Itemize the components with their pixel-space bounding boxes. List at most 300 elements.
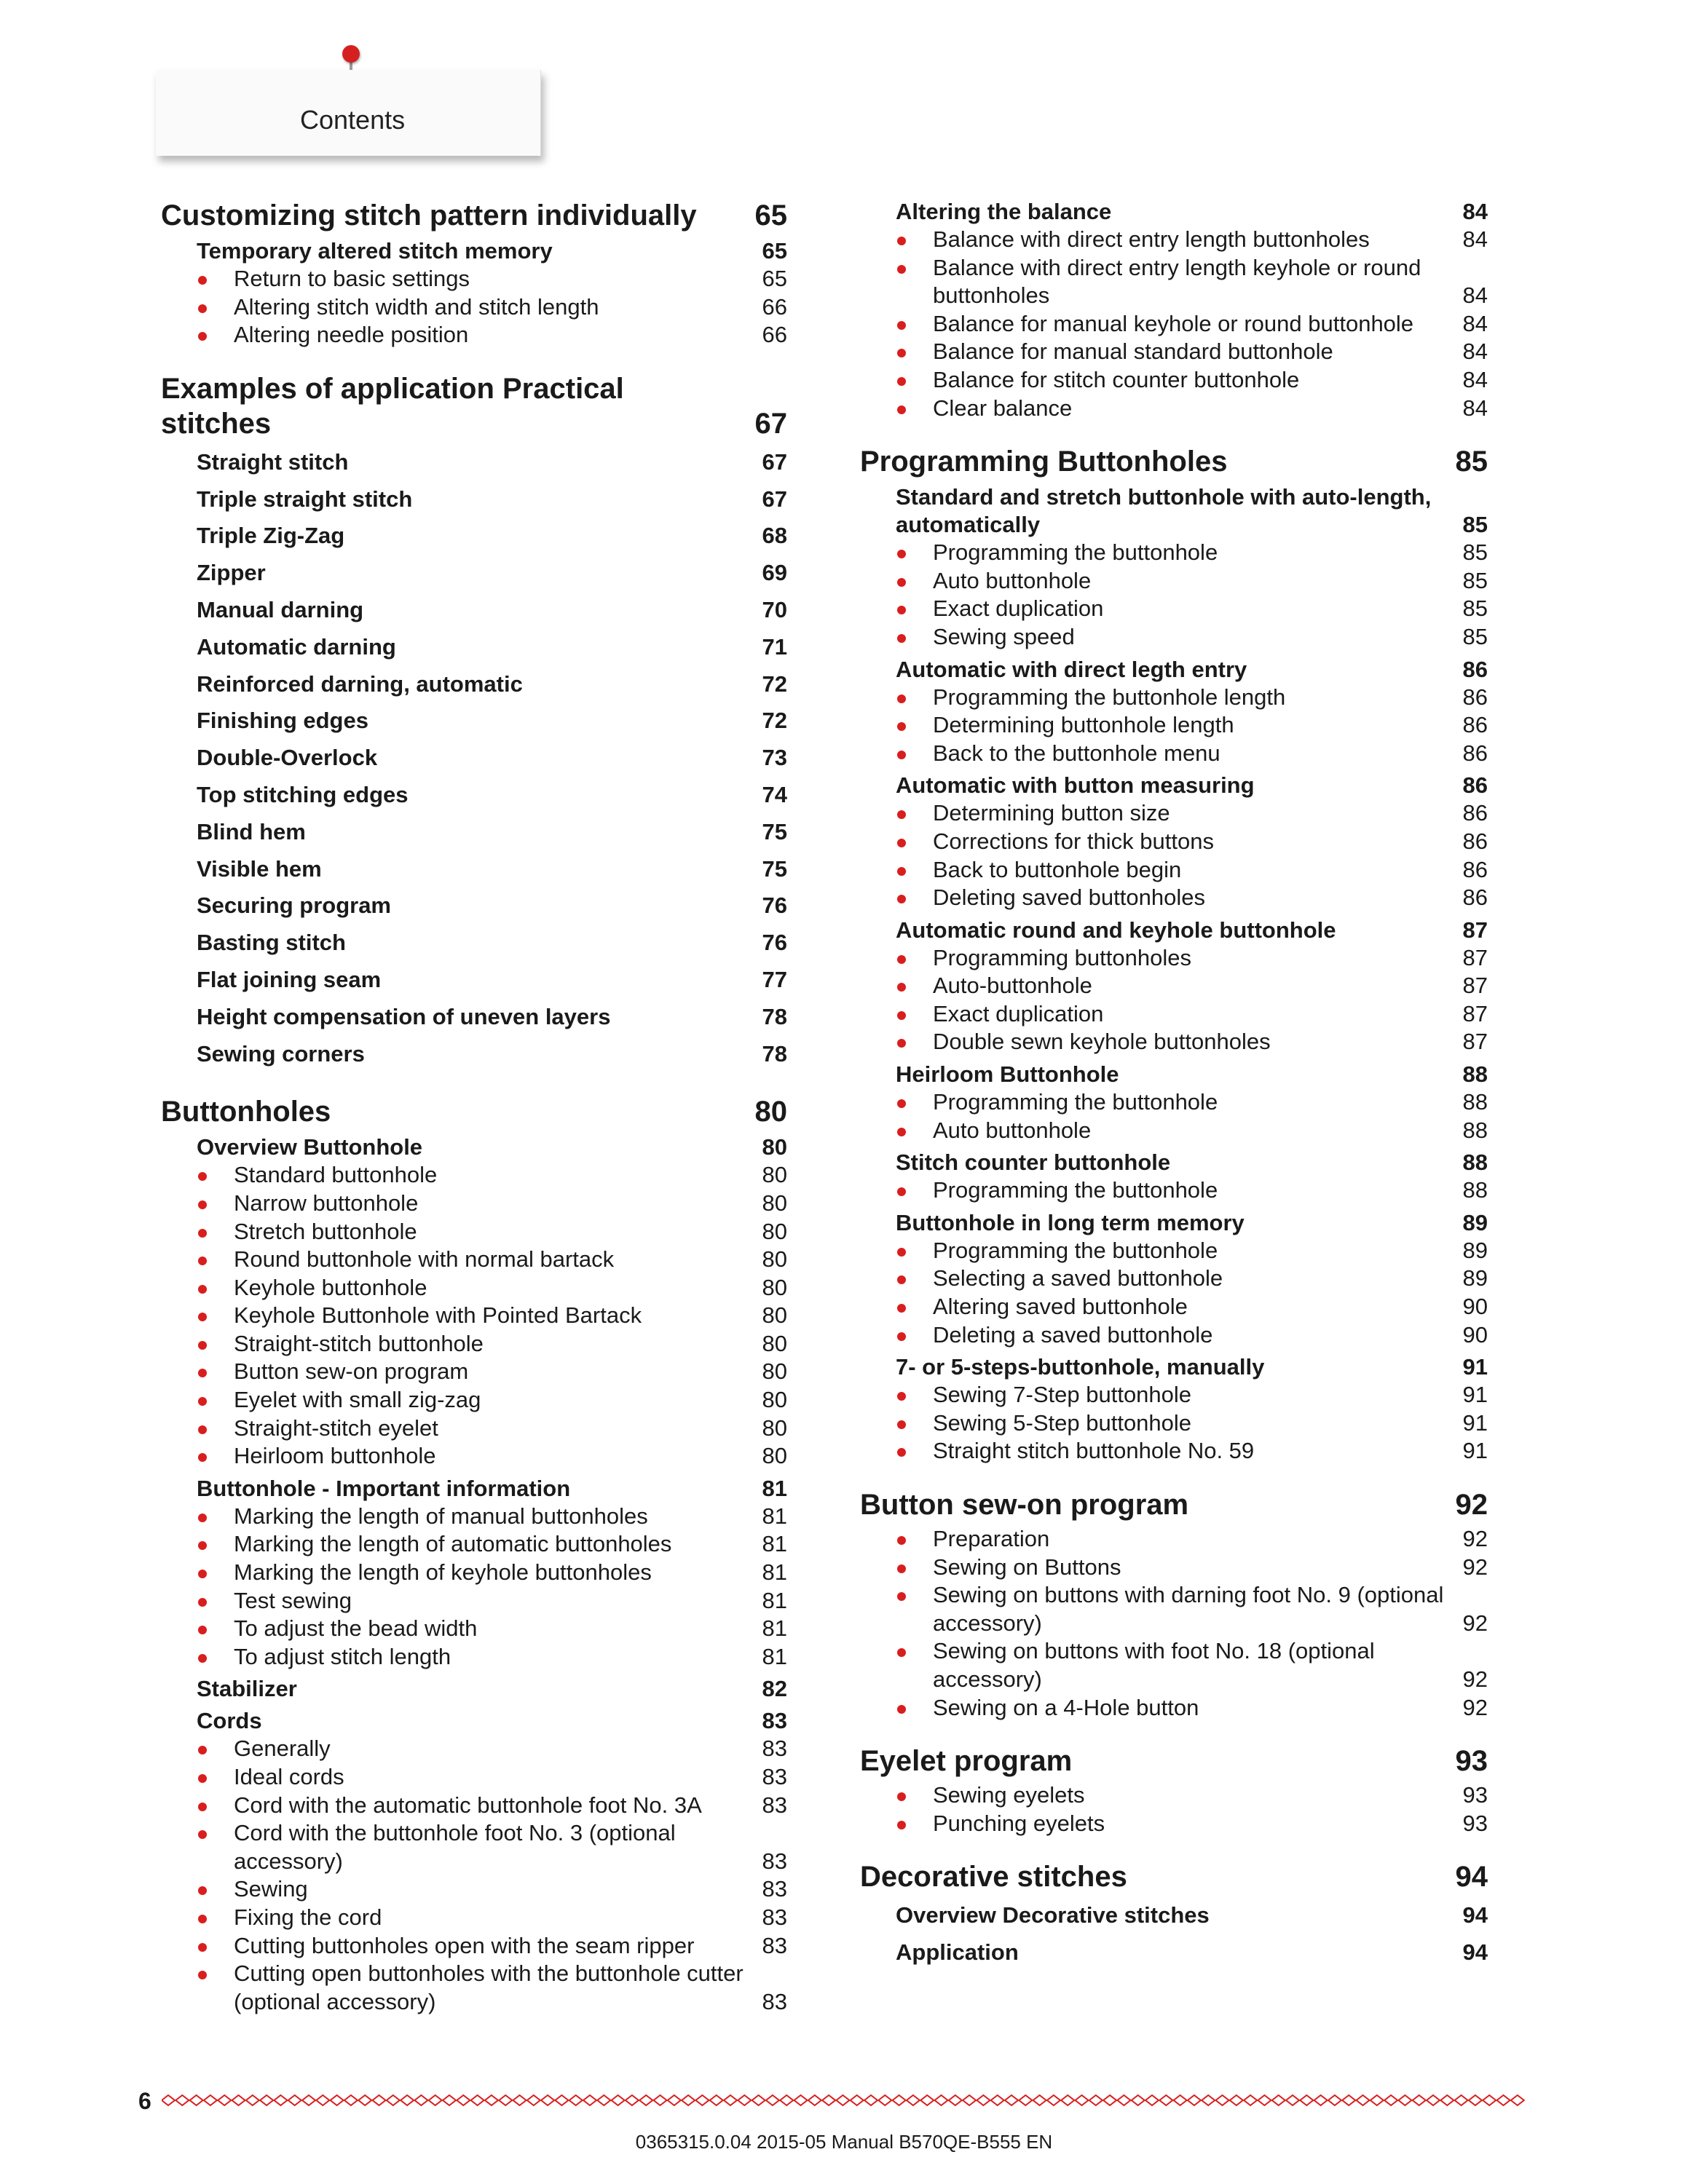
toc-entry-page: 83 (762, 1932, 787, 1958)
toc-entry-page: 83 (762, 1764, 787, 1790)
bullet-icon (198, 1943, 207, 1952)
bullet-icon (198, 304, 207, 313)
toc-entry-bullet[interactable] (161, 1763, 787, 1792)
diamond-ornament (752, 2095, 765, 2105)
bullet-icon (897, 867, 906, 876)
toc-entry-page: 72 (762, 670, 787, 697)
toc-entry-title: Marking the length of keyhole buttonholes (234, 1559, 652, 1586)
toc-entry-title: Cutting open buttonholes with the buttonhole cutter (optional accessory) (234, 1961, 744, 2014)
toc-entry-sub[interactable] (860, 198, 1488, 226)
toc-entry-title: Keyhole buttonhole (234, 1274, 427, 1300)
toc-entry-bullet[interactable] (161, 1415, 787, 1443)
toc-entry-page: 80 (762, 1162, 787, 1188)
bullet-icon (897, 1099, 906, 1108)
diamond-ornament (1103, 2095, 1116, 2105)
toc-entry-bullet[interactable] (860, 1694, 1488, 1722)
toc-entry-title: Straight-stitch buttonhole (234, 1330, 484, 1356)
toc-entry-bullet[interactable] (860, 539, 1488, 567)
diamond-ornament (1413, 2095, 1426, 2105)
toc-entry-title: Automatic round and keyhole buttonhole (896, 917, 1336, 943)
diamond-ornament (1370, 2095, 1384, 2105)
toc-entry-title: Buttonhole - Important information (197, 1475, 571, 1501)
toc-entry-title: Altering saved buttonhole (933, 1294, 1188, 1320)
bullet-icon (897, 550, 906, 558)
toc-entry-page: 84 (1462, 282, 1488, 309)
toc-entry-title: Automatic darning (197, 633, 396, 660)
toc-entry-page: 80 (762, 1330, 787, 1356)
diamond-ornament (541, 2095, 554, 2105)
toc-entry-bullet[interactable] (860, 1525, 1488, 1554)
toc-entry-page: 80 (762, 1274, 787, 1300)
diamond-ornament (1117, 2095, 1130, 2105)
diamond-ornament (920, 2095, 934, 2105)
diamond-ornament (1469, 2095, 1482, 2105)
toc-entry-page: 89 (1462, 1209, 1488, 1235)
toc-entry-page: 87 (1462, 944, 1488, 970)
toc-entry-bullet[interactable] (860, 1088, 1488, 1117)
toc-entry-page: 67 (762, 486, 787, 512)
toc-entry-sub[interactable] (860, 483, 1488, 539)
toc-entry-bullet[interactable] (860, 1237, 1488, 1265)
diamond-ornament (612, 2095, 625, 2105)
toc-entry-sub2[interactable] (161, 481, 787, 518)
toc-entry-section[interactable] (161, 371, 787, 441)
toc-entry-title: Deleting saved buttonholes (933, 885, 1205, 911)
toc-entry-bullet[interactable] (860, 226, 1488, 254)
toc-entry-sub[interactable] (860, 772, 1488, 799)
toc-entry-bullet[interactable] (860, 1000, 1488, 1029)
toc-entry-title: Examples of application Practical stitches (161, 372, 624, 440)
toc-entry-title: Decorative stitches (860, 1861, 1127, 1894)
toc-entry-bullet[interactable] (860, 1781, 1488, 1810)
toc-entry-section[interactable] (161, 1094, 787, 1129)
toc-entry-bullet[interactable] (161, 1503, 787, 1531)
toc-entry-title: Cords (197, 1708, 262, 1734)
toc-entry-page: 85 (1455, 446, 1488, 478)
toc-entry-sub[interactable] (860, 917, 1488, 944)
toc-entry-bullet[interactable] (161, 1190, 787, 1218)
toc-entry-bullet[interactable] (860, 567, 1488, 596)
toc-entry-page: 86 (1462, 828, 1488, 854)
toc-entry-sub[interactable] (161, 237, 787, 265)
toc-entry-bullet[interactable] (860, 856, 1488, 885)
toc-entry-page: 81 (762, 1475, 787, 1501)
toc-entry-bullet[interactable] (860, 1409, 1488, 1438)
bullet-icon (897, 321, 906, 330)
diamond-ornament (162, 2095, 175, 2105)
toc-entry-title: Balance for stitch counter buttonhole (933, 366, 1300, 392)
toc-entry-page: 84 (1462, 339, 1488, 365)
toc-entry-page: 91 (1462, 1354, 1488, 1380)
toc-entry-bullet[interactable] (860, 1176, 1488, 1205)
toc-entry-page: 80 (762, 1443, 787, 1469)
toc-entry-page: 84 (1462, 366, 1488, 392)
toc-entry-sub2[interactable] (161, 592, 787, 629)
toc-entry-page: 87 (1462, 1000, 1488, 1026)
toc-entry-bullet[interactable] (161, 1792, 787, 1820)
toc-entry-sub2[interactable] (161, 703, 787, 740)
toc-entry-sub2[interactable] (161, 555, 787, 592)
toc-entry-page: 83 (762, 1848, 787, 1874)
bullet-icon (897, 1332, 906, 1341)
toc-entry-bullet[interactable] (860, 1321, 1488, 1350)
toc-entry-title: Temporary altered stitch memory (197, 238, 553, 264)
toc-entry-section[interactable] (161, 198, 787, 233)
bullet-icon (198, 1369, 207, 1377)
bullet-icon (198, 1626, 207, 1634)
toc-entry-title: Sewing on buttons with darning foot No. 9 (optional accessory) (933, 1582, 1444, 1636)
toc-entry-page: 91 (1462, 1438, 1488, 1464)
toc-entry-bullet[interactable] (860, 1637, 1488, 1693)
diamond-ornament (204, 2095, 217, 2105)
bullet-icon (198, 1746, 207, 1754)
bullet-icon (198, 1886, 207, 1895)
toc-entry-page: 67 (762, 448, 787, 475)
toc-entry-section[interactable] (860, 1487, 1488, 1522)
bullet-icon (897, 1420, 906, 1429)
toc-entry-title: Altering needle position (234, 322, 469, 348)
diamond-ornament (414, 2095, 427, 2105)
toc-entry-bullet[interactable] (161, 1246, 787, 1274)
bullet-icon (897, 405, 906, 414)
bullet-icon (198, 1915, 207, 1923)
diamond-ornament (1089, 2095, 1103, 2105)
toc-entry-page: 85 (1462, 512, 1488, 538)
toc-entry-bullet[interactable] (860, 254, 1488, 310)
toc-entry-page: 65 (754, 199, 787, 232)
page-number: 6 (138, 2088, 151, 2114)
toc-entry-sub2[interactable] (161, 887, 787, 925)
toc-entry-title: Auto-buttonhole (933, 973, 1092, 999)
diamond-ornament (457, 2095, 470, 2105)
bullet-icon (198, 1285, 207, 1294)
toc-entry-sub2[interactable] (161, 1036, 787, 1073)
toc-entry-section[interactable] (860, 444, 1488, 479)
toc-entry-title: Height compensation of uneven layers (197, 1003, 611, 1029)
toc-entry-bullet[interactable] (161, 1960, 787, 2016)
toc-entry-title: Overview Decorative stitches (896, 1902, 1210, 1928)
toc-entry-sub[interactable] (161, 1675, 787, 1703)
toc-entry-page: 94 (1455, 1861, 1488, 1894)
toc-entry-bullet[interactable] (860, 595, 1488, 623)
toc-entry-title: Buttonhole in long term memory (896, 1209, 1245, 1235)
toc-entry-title: Straight-stitch eyelet (234, 1415, 438, 1441)
toc-entry-bullet[interactable] (161, 1932, 787, 1961)
diamond-ornament (780, 2095, 793, 2105)
toc-entry-page: 78 (762, 1040, 787, 1067)
toc-entry-title: Programming the buttonhole length (933, 684, 1286, 710)
toc-entry-bullet[interactable] (860, 338, 1488, 366)
diamond-ornament (175, 2095, 189, 2105)
toc-entry-bullet[interactable] (161, 1904, 787, 1932)
toc-entry-page: 80 (762, 1302, 787, 1329)
toc-entry-sub[interactable] (860, 1061, 1488, 1088)
toc-entry-bullet[interactable] (860, 1117, 1488, 1145)
diamond-ornament (1440, 2095, 1454, 2105)
toc-entry-bullet[interactable] (161, 1819, 787, 1875)
toc-entry-bullet[interactable] (161, 265, 787, 293)
toc-entry-bullet[interactable] (860, 944, 1488, 973)
bullet-icon (897, 349, 906, 357)
toc-entry-sub2[interactable] (161, 851, 787, 888)
toc-entry-bullet[interactable] (161, 1875, 787, 1904)
toc-entry-sub2[interactable] (161, 629, 787, 666)
toc-entry-bullet[interactable] (161, 293, 787, 322)
toc-entry-title: Triple Zig-Zag (197, 523, 345, 549)
toc-entry-bullet[interactable] (860, 1554, 1488, 1582)
toc-entry-bullet[interactable] (860, 828, 1488, 856)
diamond-ornament (232, 2095, 245, 2105)
toc-entry-title: Heirloom Buttonhole (896, 1061, 1119, 1088)
toc-entry-bullet[interactable] (860, 1293, 1488, 1321)
bullet-icon (897, 1536, 906, 1545)
bullet-icon (897, 1128, 906, 1136)
bullet-icon (897, 1648, 906, 1657)
toc-entry-page: 80 (762, 1134, 787, 1160)
toc-entry-bullet[interactable] (161, 1615, 787, 1643)
toc-entry-bullet[interactable] (161, 1442, 787, 1471)
toc-entry-bullet[interactable] (161, 1386, 787, 1415)
toc-entry-title: Standard and stretch buttonhole with auto-length, automatically (896, 484, 1432, 538)
bullet-icon (897, 578, 906, 587)
toc-entry-page: 65 (762, 238, 787, 264)
pushpin-icon (342, 45, 360, 63)
diamond-ornament (1483, 2095, 1496, 2105)
diamond-ornament (1384, 2095, 1397, 2105)
toc-entry-bullet[interactable] (860, 884, 1488, 912)
toc-entry-bullet[interactable] (860, 1581, 1488, 1637)
toc-entry-page: 88 (1462, 1061, 1488, 1088)
toc-entry-title: Triple straight stitch (197, 486, 413, 512)
toc-entry-sub2[interactable] (161, 666, 787, 703)
toc-entry-title: Sewing speed (933, 623, 1075, 649)
toc-entry-title: Double-Overlock (197, 745, 378, 771)
toc-entry-sub2[interactable] (860, 1897, 1488, 1934)
diamond-ornament (963, 2095, 976, 2105)
toc-entry-bullet[interactable] (860, 684, 1488, 712)
diamond-ornament (1132, 2095, 1145, 2105)
toc-entry-bullet[interactable] (161, 321, 787, 349)
toc-entry-section[interactable] (860, 1744, 1488, 1779)
toc-entry-title: Cord with the automatic buttonhole foot No. 3A (234, 1792, 702, 1818)
bullet-icon (897, 751, 906, 759)
decorative-diamond-border (162, 2092, 1532, 2108)
toc-entry-title: Back to buttonhole begin (933, 856, 1182, 882)
bullet-icon (198, 1971, 207, 1979)
toc-entry-title: Sewing corners (197, 1040, 365, 1067)
diamond-ornament (1174, 2095, 1187, 2105)
toc-entry-bullet[interactable] (860, 972, 1488, 1000)
diamond-ornament (878, 2095, 891, 2105)
toc-entry-page: 77 (762, 966, 787, 992)
toc-entry-title: Preparation (933, 1526, 1050, 1551)
toc-entry-bullet[interactable] (860, 740, 1488, 768)
toc-entry-bullet[interactable] (860, 1028, 1488, 1056)
toc-entry-sub[interactable] (161, 1707, 787, 1735)
toc-entry-page: 80 (762, 1387, 787, 1413)
toc-entry-title: Round buttonhole with normal bartack (234, 1246, 615, 1273)
toc-entry-sub2[interactable] (161, 444, 787, 481)
toc-entry-bullet[interactable] (161, 1358, 787, 1386)
toc-entry-page: 76 (762, 930, 787, 956)
toc-entry-page: 81 (762, 1503, 787, 1529)
toc-entry-title: Auto buttonhole (933, 567, 1092, 593)
bullet-icon (897, 722, 906, 731)
toc-entry-page: 92 (1462, 1666, 1488, 1692)
bullet-icon (897, 1392, 906, 1401)
bullet-icon (897, 237, 906, 245)
toc-entry-page: 66 (762, 293, 787, 320)
toc-entry-sub2[interactable] (161, 962, 787, 999)
toc-entry-sub2[interactable] (161, 777, 787, 814)
toc-entry-page: 86 (1462, 684, 1488, 710)
toc-entry-bullet[interactable] (161, 1559, 787, 1587)
toc-entry-page: 85 (1462, 567, 1488, 593)
toc-entry-title: Visible hem (197, 855, 322, 882)
toc-entry-title: Programming buttonholes (933, 944, 1191, 970)
bullet-icon (897, 1564, 906, 1573)
diamond-ornament (527, 2095, 540, 2105)
toc-entry-bullet[interactable] (860, 1810, 1488, 1838)
toc-entry-title: Determining buttonhole length (933, 712, 1234, 738)
toc-entry-sub2[interactable] (161, 925, 787, 962)
toc-entry-bullet[interactable] (161, 1735, 787, 1763)
toc-entry-page: 74 (762, 781, 787, 807)
toc-entry-title: Back to the buttonhole menu (933, 740, 1220, 766)
toc-entry-sub[interactable] (161, 1133, 787, 1161)
toc-entry-page: 73 (762, 745, 787, 771)
toc-entry-page: 80 (754, 1096, 787, 1128)
toc-entry-page: 70 (762, 596, 787, 622)
diamond-ornament (1286, 2095, 1299, 2105)
bullet-icon (897, 810, 906, 819)
toc-entry-page: 90 (1462, 1321, 1488, 1348)
toc-entry-title: Sewing on buttons with foot No. 18 (optional accessory) (933, 1638, 1375, 1692)
toc-entry-title: Blind hem (197, 818, 306, 844)
toc-entry-title: Balance with direct entry length buttonholes (933, 226, 1370, 252)
toc-entry-sub[interactable] (860, 1209, 1488, 1237)
toc-entry-sub2[interactable] (161, 814, 787, 851)
toc-entry-title: Double sewn keyhole buttonholes (933, 1029, 1271, 1055)
toc-entry-title: Fixing the cord (234, 1904, 382, 1930)
toc-entry-sub2[interactable] (161, 518, 787, 555)
toc-entry-sub2[interactable] (161, 999, 787, 1036)
toc-entry-page: 86 (1462, 656, 1488, 682)
diamond-ornament (485, 2095, 498, 2105)
toc-entry-title: Button sew-on program (234, 1358, 469, 1385)
bullet-icon (198, 276, 207, 285)
toc-entry-sub2[interactable] (161, 740, 787, 777)
bullet-icon (897, 839, 906, 847)
bullet-icon (897, 1448, 906, 1457)
toc-entry-page: 84 (1462, 199, 1488, 224)
toc-entry-bullet[interactable] (161, 1530, 787, 1559)
diamond-ornament (1244, 2095, 1257, 2105)
toc-entry-page: 76 (762, 893, 787, 919)
toc-entry-page: 88 (1462, 1089, 1488, 1115)
toc-entry-bullet[interactable] (161, 1302, 787, 1330)
diamond-ornament (387, 2095, 400, 2105)
toc-entry-bullet[interactable] (860, 395, 1488, 423)
diamond-ornament (429, 2095, 442, 2105)
toc-entry-bullet[interactable] (860, 1381, 1488, 1409)
diamond-ornament (555, 2095, 568, 2105)
toc-entry-page: 87 (1462, 1029, 1488, 1055)
toc-entry-bullet[interactable] (860, 711, 1488, 740)
toc-entry-bullet[interactable] (161, 1643, 787, 1671)
toc-entry-bullet[interactable] (161, 1330, 787, 1358)
toc-entry-page: 83 (762, 1708, 787, 1734)
toc-entry-page: 86 (1462, 800, 1488, 826)
toc-left-column (161, 198, 787, 2016)
toc-entry-section[interactable] (860, 1859, 1488, 1894)
diamond-ornament (260, 2095, 273, 2105)
toc-entry-page: 68 (762, 523, 787, 549)
toc-entry-page: 82 (762, 1676, 787, 1702)
toc-entry-title: Balance with direct entry length keyhole or round buttonholes (933, 254, 1421, 309)
toc-entry-sub[interactable] (860, 1353, 1488, 1381)
toc-entry-title: Marking the length of manual buttonholes (234, 1503, 648, 1529)
toc-entry-title: Narrow buttonhole (234, 1190, 419, 1216)
toc-entry-bullet[interactable] (860, 1437, 1488, 1465)
diamond-ornament (190, 2095, 203, 2105)
toc-entry-page: 66 (762, 322, 787, 348)
toc-entry-bullet[interactable] (860, 310, 1488, 339)
toc-entry-page: 94 (1462, 1939, 1488, 1966)
bullet-icon (897, 1304, 906, 1313)
toc-entry-page: 86 (1462, 772, 1488, 799)
diamond-ornament (1427, 2095, 1440, 2105)
toc-entry-page: 67 (754, 407, 787, 440)
toc-entry-title: Top stitching edges (197, 781, 409, 807)
bullet-icon (198, 1598, 207, 1607)
toc-entry-title: Programming Buttonholes (860, 446, 1228, 478)
toc-entry-bullet[interactable] (860, 799, 1488, 828)
toc-entry-sub[interactable] (161, 1475, 787, 1503)
bullet-icon (897, 1792, 906, 1801)
toc-entry-title: Punching eyelets (933, 1810, 1105, 1836)
toc-entry-bullet[interactable] (161, 1218, 787, 1246)
toc-entry-bullet[interactable] (860, 1265, 1488, 1293)
toc-entry-title: Automatic with direct legth entry (896, 656, 1247, 682)
toc-entry-sub[interactable] (860, 1149, 1488, 1176)
diamond-ornament (1061, 2095, 1074, 2105)
toc-entry-bullet[interactable] (161, 1274, 787, 1302)
toc-entry-bullet[interactable] (860, 366, 1488, 395)
diamond-ornament (1328, 2095, 1341, 2105)
toc-entry-bullet[interactable] (161, 1587, 787, 1615)
bullet-icon (897, 1187, 906, 1196)
toc-entry-page: 91 (1462, 1409, 1488, 1436)
diamond-ornament (907, 2095, 920, 2105)
bullet-icon (198, 1453, 207, 1462)
toc-entry-title: Programming the buttonhole (933, 1089, 1218, 1115)
toc-entry-page: 83 (762, 1876, 787, 1902)
toc-entry-sub[interactable] (860, 656, 1488, 684)
toc-entry-sub2[interactable] (860, 1934, 1488, 1971)
toc-entry-bullet[interactable] (860, 623, 1488, 652)
diamond-ornament (288, 2095, 301, 2105)
toc-entry-page: 84 (1462, 226, 1488, 252)
toc-entry-title: Programming the buttonhole (933, 1237, 1218, 1263)
toc-entry-title: Flat joining seam (197, 966, 382, 992)
diamond-ornament (808, 2095, 821, 2105)
diamond-ornament (682, 2095, 695, 2105)
bullet-icon (198, 1514, 207, 1522)
toc-entry-bullet[interactable] (161, 1161, 787, 1190)
toc-entry-page: 90 (1462, 1294, 1488, 1320)
toc-entry-page: 80 (762, 1246, 787, 1273)
